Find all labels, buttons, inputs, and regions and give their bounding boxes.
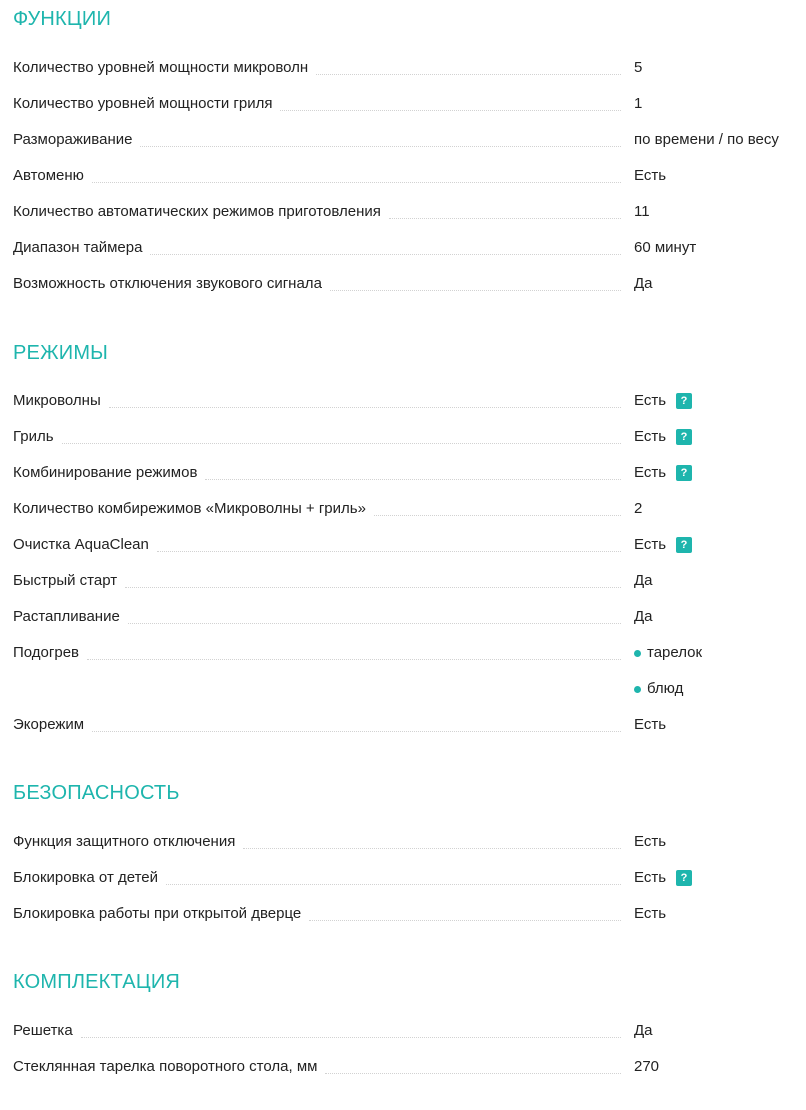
- dotted-leader: [166, 884, 621, 885]
- spec-label: Возможность отключения звукового сигнала: [13, 274, 330, 294]
- spec-value: Да: [634, 572, 653, 589]
- spec-label: Очистка AquaClean: [13, 535, 157, 555]
- spec-value: Есть: [634, 716, 667, 733]
- spec-label: Блокировка работы при открытой дверце: [13, 904, 309, 924]
- spec-row: [13, 715, 793, 735]
- spec-row: [13, 274, 793, 294]
- spec-value-list-item: блюд: [634, 679, 683, 699]
- help-icon[interactable]: ?: [676, 465, 692, 481]
- spec-label: Количество комбирежимов «Микроволны + гриль»: [13, 499, 374, 519]
- spec-row: [13, 1057, 793, 1077]
- dotted-leader: [243, 848, 621, 849]
- spec-value: по времени / по весу: [634, 131, 779, 148]
- spec-value: Да: [634, 608, 653, 625]
- section-title-functions: ФУНКЦИИ: [13, 8, 112, 30]
- dotted-leader: [109, 407, 621, 408]
- dotted-leader: [92, 731, 621, 732]
- spec-row: [13, 499, 793, 519]
- spec-value: 60 минут: [634, 239, 697, 256]
- spec-value: 270: [634, 1058, 660, 1075]
- spec-label: Гриль: [13, 427, 62, 447]
- spec-value: Есть: [634, 833, 667, 850]
- spec-row: [13, 391, 793, 411]
- spec-value: Есть ?: [634, 427, 692, 447]
- spec-row: [13, 94, 793, 114]
- spec-value: Есть: [634, 905, 667, 922]
- dotted-leader: [140, 146, 621, 147]
- dotted-leader: [330, 290, 621, 291]
- dotted-leader: [280, 110, 621, 111]
- spec-row: [13, 166, 793, 186]
- spec-row: [13, 832, 793, 852]
- spec-row: [13, 427, 793, 447]
- spec-label: Количество автоматических режимов приготовления: [13, 202, 389, 222]
- spec-value-list-item: тарелок: [634, 643, 702, 663]
- spec-value: Есть: [634, 167, 667, 184]
- dotted-leader: [128, 623, 621, 624]
- help-icon[interactable]: ?: [676, 537, 692, 553]
- section-title-package: КОМПЛЕКТАЦИЯ: [13, 971, 181, 993]
- spec-label: Размораживание: [13, 130, 140, 150]
- spec-row: [13, 643, 793, 663]
- spec-row: [13, 130, 793, 150]
- spec-label: Блокировка от детей: [13, 868, 166, 888]
- spec-row: [13, 238, 793, 258]
- spec-value: Есть ?: [634, 868, 692, 888]
- dotted-leader: [205, 479, 621, 480]
- spec-value: 5: [634, 59, 643, 76]
- spec-row: [13, 904, 793, 924]
- dotted-leader: [325, 1073, 621, 1074]
- spec-row-continuation: [13, 679, 793, 699]
- spec-label: Стеклянная тарелка поворотного стола, мм: [13, 1057, 325, 1077]
- section-title-safety: БЕЗОПАСНОСТЬ: [13, 782, 180, 804]
- spec-label: Автоменю: [13, 166, 92, 186]
- help-icon[interactable]: ?: [676, 429, 692, 445]
- spec-row: [13, 868, 793, 888]
- spec-label: Экорежим: [13, 715, 92, 735]
- dotted-leader: [62, 443, 621, 444]
- spec-row: [13, 1021, 793, 1041]
- spec-value: Есть ?: [634, 535, 692, 555]
- spec-value: Есть ?: [634, 463, 692, 483]
- spec-row: [13, 535, 793, 555]
- help-icon[interactable]: ?: [676, 870, 692, 886]
- dotted-leader: [81, 1037, 621, 1038]
- spec-label: Растапливание: [13, 607, 128, 627]
- spec-value: Да: [634, 1022, 653, 1039]
- spec-value: Есть ?: [634, 391, 692, 411]
- spec-label: Быстрый старт: [13, 571, 125, 591]
- spec-value: 1: [634, 95, 643, 112]
- spec-label: Микроволны: [13, 391, 109, 411]
- dotted-leader: [87, 659, 621, 660]
- spec-label: Количество уровней мощности микроволн: [13, 58, 316, 78]
- dotted-leader: [374, 515, 621, 516]
- help-icon[interactable]: ?: [676, 393, 692, 409]
- dotted-leader: [389, 218, 621, 219]
- spec-label: Диапазон таймера: [13, 238, 150, 258]
- spec-label: Функция защитного отключения: [13, 832, 243, 852]
- bullet-icon: [634, 650, 641, 657]
- spec-label: Решетка: [13, 1021, 81, 1041]
- bullet-icon: [634, 686, 641, 693]
- spec-row: [13, 463, 793, 483]
- spec-row: [13, 58, 793, 78]
- dotted-leader: [92, 182, 621, 183]
- spec-value: 2: [634, 500, 643, 517]
- spec-value: Да: [634, 275, 653, 292]
- spec-value: 11: [634, 203, 650, 220]
- dotted-leader: [150, 254, 621, 255]
- spec-row: [13, 607, 793, 627]
- dotted-leader: [309, 920, 621, 921]
- section-title-modes: РЕЖИМЫ: [13, 342, 109, 364]
- dotted-leader: [157, 551, 621, 552]
- spec-label: Подогрев: [13, 643, 87, 663]
- spec-row: [13, 202, 793, 222]
- dotted-leader: [125, 587, 621, 588]
- spec-label: Количество уровней мощности гриля: [13, 94, 280, 114]
- spec-row: [13, 571, 793, 591]
- dotted-leader: [316, 74, 621, 75]
- spec-label: Комбинирование режимов: [13, 463, 205, 483]
